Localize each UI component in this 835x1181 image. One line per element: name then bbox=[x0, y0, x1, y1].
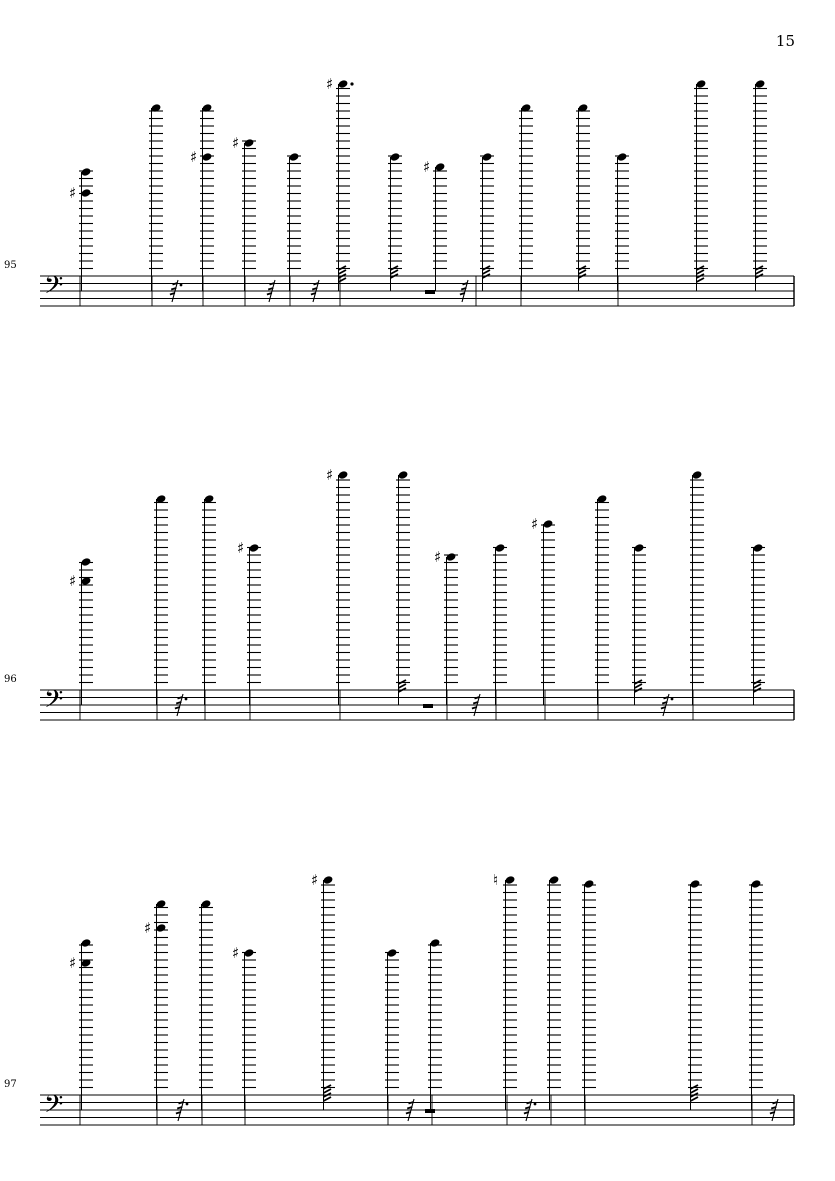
sharp-icon: ♯ bbox=[69, 954, 77, 972]
notehead bbox=[248, 543, 259, 553]
notehead bbox=[80, 188, 91, 198]
sharp-icon: ♯ bbox=[326, 466, 334, 484]
flag-mark bbox=[756, 270, 764, 274]
sharp-icon: ♯ bbox=[232, 944, 240, 962]
sharp-icon: ♯ bbox=[434, 548, 442, 566]
sharp-icon: ♯ bbox=[144, 919, 152, 937]
notehead bbox=[633, 543, 644, 553]
augmentation-dot bbox=[180, 284, 183, 287]
notehead bbox=[481, 152, 492, 162]
flag-mark bbox=[697, 270, 705, 274]
measure-number: 95 bbox=[4, 260, 17, 271]
sharp-icon: ♯ bbox=[69, 184, 77, 202]
notehead bbox=[386, 948, 397, 958]
notehead bbox=[583, 879, 594, 889]
notehead bbox=[494, 543, 505, 553]
notehead bbox=[434, 162, 445, 172]
sharp-icon: ♯ bbox=[190, 148, 198, 166]
rest-icon bbox=[423, 704, 433, 708]
notehead bbox=[616, 152, 627, 162]
notehead bbox=[750, 879, 761, 889]
notehead bbox=[542, 519, 553, 529]
measure-number: 96 bbox=[4, 674, 17, 685]
augmentation-dot bbox=[534, 1103, 537, 1106]
notehead bbox=[548, 875, 559, 885]
notehead bbox=[429, 938, 440, 948]
notehead bbox=[337, 79, 348, 89]
sharp-icon: ♯ bbox=[311, 871, 319, 889]
notehead bbox=[389, 152, 400, 162]
notehead bbox=[80, 557, 91, 567]
notehead bbox=[201, 152, 212, 162]
flag-mark bbox=[483, 270, 491, 274]
flag-mark bbox=[324, 1097, 332, 1101]
notehead bbox=[397, 470, 408, 480]
flag-mark bbox=[339, 270, 347, 274]
notehead bbox=[288, 152, 299, 162]
sharp-icon: ♯ bbox=[423, 158, 431, 176]
sharp-icon: ♯ bbox=[232, 134, 240, 152]
flag-mark bbox=[399, 684, 407, 688]
measure-number: 97 bbox=[4, 1079, 17, 1090]
augmentation-dot bbox=[350, 82, 353, 85]
flag-mark bbox=[324, 1089, 332, 1093]
notehead bbox=[243, 948, 254, 958]
notehead bbox=[337, 470, 348, 480]
rest-icon bbox=[425, 290, 435, 294]
flag-mark bbox=[579, 270, 587, 274]
notehead bbox=[243, 138, 254, 148]
flag-mark bbox=[691, 1089, 699, 1093]
flag-mark bbox=[635, 684, 643, 688]
bass-clef-icon: 𝄢 bbox=[44, 271, 64, 306]
notehead bbox=[504, 875, 515, 885]
augmentation-dot bbox=[186, 1103, 189, 1106]
notehead bbox=[80, 938, 91, 948]
notehead bbox=[752, 543, 763, 553]
augmentation-dot bbox=[671, 698, 674, 701]
flag-mark bbox=[391, 270, 399, 274]
natural-icon: ♮ bbox=[493, 871, 499, 889]
augmentation-dot bbox=[185, 698, 188, 701]
sharp-icon: ♯ bbox=[237, 539, 245, 557]
notehead bbox=[689, 879, 700, 889]
notehead bbox=[754, 79, 765, 89]
sharp-icon: ♯ bbox=[326, 75, 334, 93]
flag-mark bbox=[697, 278, 705, 282]
notehead bbox=[80, 167, 91, 177]
bass-clef-icon: 𝄢 bbox=[44, 685, 64, 720]
notehead bbox=[691, 470, 702, 480]
notehead bbox=[695, 79, 706, 89]
bass-clef-icon: 𝄢 bbox=[44, 1090, 64, 1125]
flag-mark bbox=[754, 684, 762, 688]
page-number: 15 bbox=[775, 32, 795, 50]
notehead bbox=[445, 552, 456, 562]
flag-mark bbox=[691, 1097, 699, 1101]
sharp-icon: ♯ bbox=[531, 515, 539, 533]
notehead bbox=[322, 875, 333, 885]
sharp-icon: ♯ bbox=[69, 572, 77, 590]
notehead bbox=[155, 923, 166, 933]
